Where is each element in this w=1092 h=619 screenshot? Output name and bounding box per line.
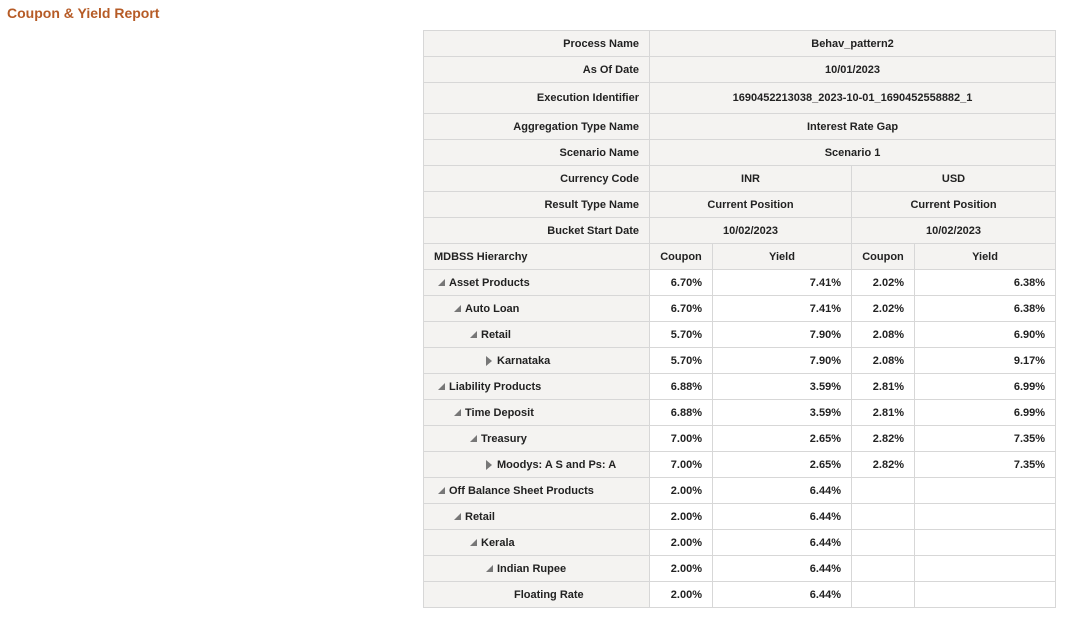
header-row-as-of-date xyxy=(424,57,1056,83)
usd-coupon-cell: 2.08% xyxy=(852,348,915,374)
hierarchy-node-indian-rupee[interactable] xyxy=(424,556,650,582)
hierarchy-column-header: MDBSS Hierarchy xyxy=(424,244,650,270)
usd-coupon-cell: 2.82% xyxy=(852,426,915,452)
header-row-result-type xyxy=(424,192,1056,218)
row-label: Liability Products xyxy=(449,380,542,393)
table-row xyxy=(424,530,1056,556)
table-row xyxy=(424,478,1056,504)
inr-coupon-cell: 5.70% xyxy=(650,322,713,348)
table-row xyxy=(424,322,1056,348)
inr-yield-cell: 6.44% xyxy=(713,556,852,582)
inr-yield-cell: 6.44% xyxy=(713,530,852,556)
row-label: Kerala xyxy=(481,536,515,549)
hierarchy-node-retail[interactable] xyxy=(424,504,650,530)
inr-yield-cell: 6.44% xyxy=(713,478,852,504)
usd-yield-cell-empty xyxy=(915,530,1056,556)
table-row xyxy=(424,348,1056,374)
inr-yield-cell: 7.90% xyxy=(713,322,852,348)
table-row xyxy=(424,296,1056,322)
inr-coupon-cell: 2.00% xyxy=(650,530,713,556)
execution-id-label: Execution Identifier xyxy=(424,83,650,114)
row-label: Auto Loan xyxy=(465,302,520,315)
collapse-triangle-icon[interactable] xyxy=(454,305,461,312)
collapse-triangle-icon[interactable] xyxy=(470,539,477,546)
table-row xyxy=(424,582,1056,608)
scenario-value: Scenario 1 xyxy=(650,140,1056,166)
row-label: Off Balance Sheet Products xyxy=(449,484,594,497)
as-of-date-value: 10/01/2023 xyxy=(650,57,1056,83)
row-label: Asset Products xyxy=(449,276,530,289)
header-row-currency xyxy=(424,166,1056,192)
usd-yield-cell-empty xyxy=(915,582,1056,608)
result-type-usd: Current Position xyxy=(852,192,1056,218)
usd-coupon-cell: 2.81% xyxy=(852,374,915,400)
as-of-date-label: As Of Date xyxy=(424,57,650,83)
inr-yield-cell: 2.65% xyxy=(713,452,852,478)
collapse-triangle-icon[interactable] xyxy=(454,513,461,520)
scenario-label: Scenario Name xyxy=(424,140,650,166)
table-row xyxy=(424,556,1056,582)
currency-label: Currency Code xyxy=(424,166,650,192)
currency-inr: INR xyxy=(650,166,852,192)
usd-yield-cell: 9.17% xyxy=(915,348,1056,374)
inr-yield-cell: 6.44% xyxy=(713,504,852,530)
hierarchy-node-off-balance-sheet-products[interactable] xyxy=(424,478,650,504)
aggregation-type-label: Aggregation Type Name xyxy=(424,114,650,140)
usd-yield-cell: 7.35% xyxy=(915,426,1056,452)
collapse-triangle-icon[interactable] xyxy=(438,383,445,390)
usd-coupon-cell-empty xyxy=(852,556,915,582)
inr-coupon-cell: 2.00% xyxy=(650,504,713,530)
inr-coupon-cell: 5.70% xyxy=(650,348,713,374)
coupon-yield-pivot-table xyxy=(423,30,1056,608)
row-label: Retail xyxy=(481,328,511,341)
inr-coupon-cell: 2.00% xyxy=(650,478,713,504)
inr-coupon-cell: 6.70% xyxy=(650,296,713,322)
usd-coupon-cell: 2.81% xyxy=(852,400,915,426)
usd-coupon-cell: 2.02% xyxy=(852,296,915,322)
process-name-value: Behav_pattern2 xyxy=(650,31,1056,57)
inr-coupon-cell: 7.00% xyxy=(650,452,713,478)
hierarchy-node-moodys[interactable] xyxy=(424,452,650,478)
hierarchy-node-auto-loan[interactable] xyxy=(424,296,650,322)
usd-yield-cell: 6.90% xyxy=(915,322,1056,348)
hierarchy-node-karnataka[interactable] xyxy=(424,348,650,374)
inr-yield-header: Yield xyxy=(713,244,852,270)
aggregation-type-value: Interest Rate Gap xyxy=(650,114,1056,140)
hierarchy-node-liability-products[interactable] xyxy=(424,374,650,400)
usd-yield-cell: 7.35% xyxy=(915,452,1056,478)
usd-yield-cell: 6.99% xyxy=(915,374,1056,400)
currency-usd: USD xyxy=(852,166,1056,192)
inr-coupon-cell: 6.70% xyxy=(650,270,713,296)
result-type-inr: Current Position xyxy=(650,192,852,218)
hierarchy-node-asset-products[interactable] xyxy=(424,270,650,296)
usd-yield-cell-empty xyxy=(915,478,1056,504)
inr-yield-cell: 7.41% xyxy=(713,270,852,296)
usd-coupon-cell-empty xyxy=(852,582,915,608)
header-row-execution-id xyxy=(424,83,1056,114)
table-row xyxy=(424,374,1056,400)
row-label: Time Deposit xyxy=(465,406,534,419)
usd-yield-cell-empty xyxy=(915,556,1056,582)
inr-yield-cell: 3.59% xyxy=(713,374,852,400)
usd-coupon-header: Coupon xyxy=(852,244,915,270)
row-label: Floating Rate xyxy=(514,588,584,601)
expand-triangle-icon[interactable] xyxy=(486,356,492,366)
hierarchy-node-floating-rate xyxy=(424,582,650,608)
hierarchy-node-treasury[interactable] xyxy=(424,426,650,452)
hierarchy-node-kerala[interactable] xyxy=(424,530,650,556)
usd-yield-cell: 6.38% xyxy=(915,270,1056,296)
header-row-bucket-date xyxy=(424,218,1056,244)
collapse-triangle-icon[interactable] xyxy=(438,487,445,494)
usd-yield-header: Yield xyxy=(915,244,1056,270)
header-row-scenario xyxy=(424,140,1056,166)
result-type-label: Result Type Name xyxy=(424,192,650,218)
header-row-process-name xyxy=(424,31,1056,57)
row-label: Retail xyxy=(465,510,495,523)
table-row xyxy=(424,400,1056,426)
bucket-date-inr: 10/02/2023 xyxy=(650,218,852,244)
usd-yield-cell: 6.38% xyxy=(915,296,1056,322)
inr-yield-cell: 3.59% xyxy=(713,400,852,426)
process-name-label: Process Name xyxy=(424,31,650,57)
header-row-aggregation-type xyxy=(424,114,1056,140)
collapse-triangle-icon[interactable] xyxy=(486,565,493,572)
bucket-date-label: Bucket Start Date xyxy=(424,218,650,244)
usd-coupon-cell: 2.08% xyxy=(852,322,915,348)
row-label: Karnataka xyxy=(497,354,551,367)
row-label: Indian Rupee xyxy=(497,562,567,575)
inr-coupon-cell: 2.00% xyxy=(650,582,713,608)
inr-yield-cell: 6.44% xyxy=(713,582,852,608)
column-header-row xyxy=(424,244,1056,270)
expand-triangle-icon[interactable] xyxy=(486,460,492,470)
usd-coupon-cell: 2.02% xyxy=(852,270,915,296)
usd-coupon-cell-empty xyxy=(852,504,915,530)
table-row xyxy=(424,452,1056,478)
collapse-triangle-icon[interactable] xyxy=(454,409,461,416)
hierarchy-node-time-deposit[interactable] xyxy=(424,400,650,426)
inr-yield-cell: 7.90% xyxy=(713,348,852,374)
inr-coupon-cell: 7.00% xyxy=(650,426,713,452)
inr-coupon-cell: 2.00% xyxy=(650,556,713,582)
table-row xyxy=(424,270,1056,296)
usd-yield-cell-empty xyxy=(915,504,1056,530)
collapse-triangle-icon[interactable] xyxy=(470,435,477,442)
collapse-triangle-icon[interactable] xyxy=(470,331,477,338)
inr-coupon-header: Coupon xyxy=(650,244,713,270)
bucket-date-usd: 10/02/2023 xyxy=(852,218,1056,244)
collapse-triangle-icon[interactable] xyxy=(438,279,445,286)
inr-coupon-cell: 6.88% xyxy=(650,374,713,400)
table-row xyxy=(424,504,1056,530)
row-label: Treasury xyxy=(481,432,527,445)
table-row xyxy=(424,426,1056,452)
execution-id-value: 1690452213038_2023-10-01_1690452558882_1 xyxy=(650,83,1056,114)
usd-coupon-cell: 2.82% xyxy=(852,452,915,478)
inr-coupon-cell: 6.88% xyxy=(650,400,713,426)
row-label: Moodys: A S and Ps: A xyxy=(497,458,617,471)
inr-yield-cell: 2.65% xyxy=(713,426,852,452)
inr-yield-cell: 7.41% xyxy=(713,296,852,322)
usd-coupon-cell-empty xyxy=(852,530,915,556)
usd-coupon-cell-empty xyxy=(852,478,915,504)
report-title: Coupon & Yield Report xyxy=(7,5,160,21)
usd-yield-cell: 6.99% xyxy=(915,400,1056,426)
hierarchy-node-retail[interactable] xyxy=(424,322,650,348)
